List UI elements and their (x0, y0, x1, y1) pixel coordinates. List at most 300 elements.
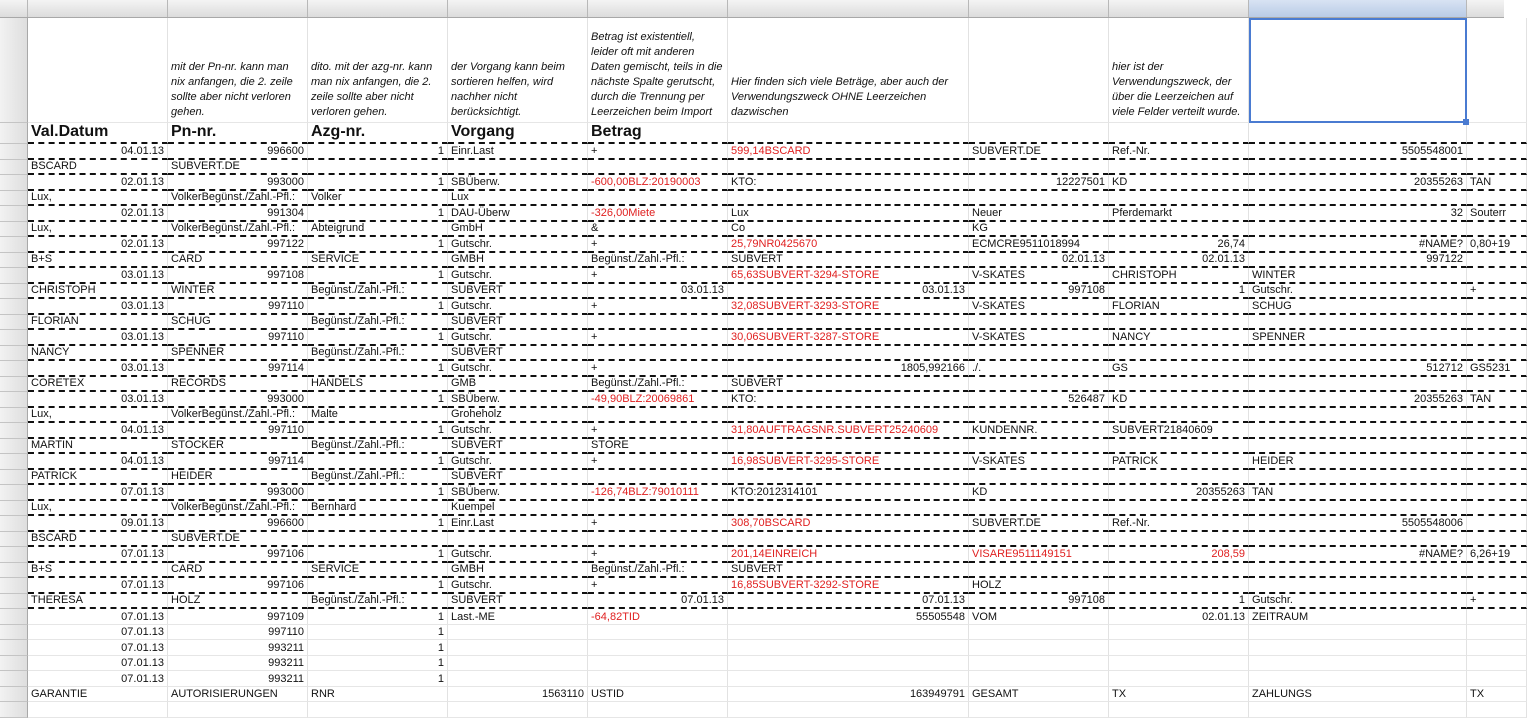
cell-J10[interactable]: 997122 (1249, 253, 1467, 269)
cell-I14[interactable] (1109, 315, 1249, 331)
row-header-31[interactable] (0, 578, 28, 594)
cell-G32[interactable]: 07.01.13 (728, 594, 969, 610)
cell-E33[interactable]: Last.-ME (448, 609, 588, 625)
cell-H31[interactable]: HOLZ (969, 578, 1109, 594)
cell-B23[interactable]: 04.01.13 (28, 454, 168, 470)
cell-E11[interactable]: Gutschr. (448, 268, 588, 284)
row-header-6[interactable] (0, 191, 28, 207)
row-header-14[interactable] (0, 315, 28, 331)
cell-H7[interactable]: Neuer (969, 206, 1109, 222)
cell-J19[interactable]: 20355263 (1249, 392, 1467, 408)
cell-I18[interactable] (1109, 377, 1249, 393)
cell-B13[interactable]: 03.01.13 (28, 299, 168, 315)
cell-H35[interactable] (969, 640, 1109, 656)
column-header-F[interactable] (588, 0, 728, 17)
cell-E38[interactable]: 1563110 (448, 687, 588, 703)
cell-B31[interactable]: 07.01.13 (28, 578, 168, 594)
cell-B18[interactable]: CORETEX (28, 377, 168, 393)
cell-C28[interactable]: SUBVERT.DE (168, 532, 308, 548)
cell-E35[interactable] (448, 640, 588, 656)
cell-J31[interactable] (1249, 578, 1467, 594)
row-header-7[interactable] (0, 206, 28, 222)
cell-K27[interactable] (1467, 516, 1527, 532)
cell-F22[interactable]: STORE (588, 439, 728, 455)
cell-F2[interactable]: Betrag (588, 123, 728, 144)
cell-I33[interactable]: 02.01.13 (1109, 609, 1249, 625)
cell-J36[interactable] (1249, 656, 1467, 672)
cell-K3[interactable] (1467, 144, 1527, 160)
cell-F15[interactable]: + (588, 330, 728, 346)
cell-E26[interactable]: Kuempel (448, 501, 588, 517)
cell-D16[interactable]: Begünst./Zahl.-Pfl.: (308, 346, 448, 362)
cell-C18[interactable]: RECORDS (168, 377, 308, 393)
cell-B1[interactable] (28, 18, 168, 123)
cell-D26[interactable]: Bernhard (308, 501, 448, 517)
cell-F6[interactable] (588, 191, 728, 207)
cell-F3[interactable]: + (588, 144, 728, 160)
cell-H29[interactable]: VISARE9511149151 (969, 547, 1109, 563)
cell-B28[interactable]: BSCARD (28, 532, 168, 548)
cell-B19[interactable]: 03.01.13 (28, 392, 168, 408)
cell-I30[interactable] (1109, 563, 1249, 579)
row-header-28[interactable] (0, 532, 28, 548)
cell-C32[interactable]: HOLZ (168, 594, 308, 610)
cell-I4[interactable] (1109, 160, 1249, 176)
cell-F24[interactable] (588, 470, 728, 486)
cell-G35[interactable] (728, 640, 969, 656)
cell-G19[interactable]: KTO: (728, 392, 969, 408)
cell-F10[interactable]: Begünst./Zahl.-Pfl.: (588, 253, 728, 269)
cell-H32[interactable]: 997108 (969, 594, 1109, 610)
row-header-30[interactable] (0, 563, 28, 579)
cell-H11[interactable]: V-SKATES (969, 268, 1109, 284)
cell-H1[interactable] (969, 18, 1109, 123)
cell-I11[interactable]: CHRISTOPH (1109, 268, 1249, 284)
cell-I17[interactable]: GS (1109, 361, 1249, 377)
column-header-E[interactable] (448, 0, 588, 17)
cell-C7[interactable]: 991304 (168, 206, 308, 222)
cell-D8[interactable]: Abteigrund (308, 222, 448, 238)
cell-H25[interactable]: KD (969, 485, 1109, 501)
cell-G33[interactable]: 55505548 (728, 609, 969, 625)
cell-G14[interactable] (728, 315, 969, 331)
cell-D3[interactable]: 1 (308, 144, 448, 160)
cell-C6[interactable]: VolkerBegünst./Zahl.-Pfl.: (168, 191, 308, 207)
row-header-22[interactable] (0, 439, 28, 455)
column-header-B[interactable] (28, 0, 168, 17)
cell-I12[interactable]: 1 (1109, 284, 1249, 300)
cell-F4[interactable] (588, 160, 728, 176)
column-header-C[interactable] (168, 0, 308, 17)
cell-E16[interactable]: SUBVERT (448, 346, 588, 362)
cell-D19[interactable]: 1 (308, 392, 448, 408)
cell-H13[interactable]: V-SKATES (969, 299, 1109, 315)
cell-I20[interactable] (1109, 408, 1249, 424)
cell-G13[interactable]: 32,08SUBVERT-3293-STORE (728, 299, 969, 315)
row-header-13[interactable] (0, 299, 28, 315)
cell-K37[interactable] (1467, 671, 1527, 687)
row-header-32[interactable] (0, 594, 28, 610)
row-header-23[interactable] (0, 454, 28, 470)
cell-H26[interactable] (969, 501, 1109, 517)
cell-D23[interactable]: 1 (308, 454, 448, 470)
cell-H19[interactable]: 526487 (969, 392, 1109, 408)
cell-C35[interactable]: 993211 (168, 640, 308, 656)
cell-C11[interactable]: 997108 (168, 268, 308, 284)
cell-I13[interactable]: FLORIAN (1109, 299, 1249, 315)
cell-I7[interactable]: Pferdemarkt (1109, 206, 1249, 222)
cell-H23[interactable]: V-SKATES (969, 454, 1109, 470)
cell-H39[interactable] (969, 702, 1109, 718)
cell-D39[interactable] (308, 702, 448, 718)
cell-C17[interactable]: 997114 (168, 361, 308, 377)
cell-E37[interactable] (448, 671, 588, 687)
cell-I27[interactable]: Ref.-Nr. (1109, 516, 1249, 532)
cell-J16[interactable] (1249, 346, 1467, 362)
cell-I34[interactable] (1109, 625, 1249, 641)
cell-D36[interactable]: 1 (308, 656, 448, 672)
row-header-18[interactable] (0, 377, 28, 393)
cell-H2[interactable] (969, 123, 1109, 144)
cell-K31[interactable] (1467, 578, 1527, 594)
cell-C33[interactable]: 997109 (168, 609, 308, 625)
cell-B10[interactable]: B+S (28, 253, 168, 269)
cell-F18[interactable]: Begünst./Zahl.-Pfl.: (588, 377, 728, 393)
cell-E9[interactable]: Gutschr. (448, 237, 588, 253)
cell-F37[interactable] (588, 671, 728, 687)
cell-G38[interactable]: 163949791 (728, 687, 969, 703)
cell-I35[interactable] (1109, 640, 1249, 656)
cell-D20[interactable]: Malte (308, 408, 448, 424)
cell-E39[interactable] (448, 702, 588, 718)
cell-E3[interactable]: Einr.Last (448, 144, 588, 160)
cell-B11[interactable]: 03.01.13 (28, 268, 168, 284)
cell-B14[interactable]: FLORIAN (28, 315, 168, 331)
cell-D35[interactable]: 1 (308, 640, 448, 656)
cell-G39[interactable] (728, 702, 969, 718)
cell-E22[interactable]: SUBVERT (448, 439, 588, 455)
cell-F5[interactable]: -600,00BLZ:20190003 (588, 175, 728, 191)
cell-E5[interactable]: SBÜberw. (448, 175, 588, 191)
row-header-21[interactable] (0, 423, 28, 439)
cell-I29[interactable]: 208,59 (1109, 547, 1249, 563)
cell-G25[interactable]: KTO:2012314101 (728, 485, 969, 501)
cell-F1[interactable]: Betrag ist existentiell, leider oft mit anderen Daten gemischt, teils in die nächste Spalte gerutscht, durch die Trennung per Leerzeichen beim Import (588, 18, 728, 123)
cell-C37[interactable]: 993211 (168, 671, 308, 687)
cell-D13[interactable]: 1 (308, 299, 448, 315)
cell-G28[interactable] (728, 532, 969, 548)
cell-H24[interactable] (969, 470, 1109, 486)
cell-B9[interactable]: 02.01.13 (28, 237, 168, 253)
cell-B21[interactable]: 04.01.13 (28, 423, 168, 439)
cell-D11[interactable]: 1 (308, 268, 448, 284)
cell-J4[interactable] (1249, 160, 1467, 176)
cell-K35[interactable] (1467, 640, 1527, 656)
cell-D25[interactable]: 1 (308, 485, 448, 501)
cell-I31[interactable] (1109, 578, 1249, 594)
cell-D37[interactable]: 1 (308, 671, 448, 687)
cell-J20[interactable] (1249, 408, 1467, 424)
cell-K8[interactable] (1467, 222, 1527, 238)
row-header-34[interactable] (0, 625, 28, 641)
cell-G36[interactable] (728, 656, 969, 672)
cell-H30[interactable] (969, 563, 1109, 579)
cell-H12[interactable]: 997108 (969, 284, 1109, 300)
cell-J28[interactable] (1249, 532, 1467, 548)
cell-I36[interactable] (1109, 656, 1249, 672)
cell-E17[interactable]: Gutschr. (448, 361, 588, 377)
cell-D29[interactable]: 1 (308, 547, 448, 563)
cell-J32[interactable]: Gutschr. (1249, 594, 1467, 610)
cell-F31[interactable]: + (588, 578, 728, 594)
cell-I16[interactable] (1109, 346, 1249, 362)
cell-B25[interactable]: 07.01.13 (28, 485, 168, 501)
cell-E25[interactable]: SBÜberw. (448, 485, 588, 501)
cell-C14[interactable]: SCHUG (168, 315, 308, 331)
cell-E30[interactable]: GMBH (448, 563, 588, 579)
cell-C9[interactable]: 997122 (168, 237, 308, 253)
cell-D10[interactable]: SERVICE (308, 253, 448, 269)
cell-J11[interactable]: WINTER (1249, 268, 1467, 284)
cell-B32[interactable]: THERESA (28, 594, 168, 610)
cell-C5[interactable]: 993000 (168, 175, 308, 191)
cell-E21[interactable]: Gutschr. (448, 423, 588, 439)
cell-F12[interactable]: 03.01.13 (588, 284, 728, 300)
cell-C16[interactable]: SPENNER (168, 346, 308, 362)
cell-J9[interactable]: #NAME? (1249, 237, 1467, 253)
cell-G30[interactable]: SUBVERT (728, 563, 969, 579)
cell-F39[interactable] (588, 702, 728, 718)
row-header-17[interactable] (0, 361, 28, 377)
cell-B30[interactable]: B+S (28, 563, 168, 579)
cell-G29[interactable]: 201,14EINREICH (728, 547, 969, 563)
cell-J26[interactable] (1249, 501, 1467, 517)
cell-G1[interactable]: Hier finden sich viele Beträge, aber auch der Verwendungszweck OHNE Leerzeichen dazwischen (728, 18, 969, 123)
fill-handle[interactable] (1463, 119, 1469, 125)
cell-C22[interactable]: STOCKER (168, 439, 308, 455)
cell-I28[interactable] (1109, 532, 1249, 548)
cell-K38[interactable]: TX (1467, 687, 1527, 703)
cell-K2[interactable] (1467, 123, 1527, 144)
cell-B39[interactable] (28, 702, 168, 718)
cell-K25[interactable] (1467, 485, 1527, 501)
row-header-2[interactable] (0, 123, 28, 144)
cell-C12[interactable]: WINTER (168, 284, 308, 300)
cell-C23[interactable]: 997114 (168, 454, 308, 470)
cell-B33[interactable]: 07.01.13 (28, 609, 168, 625)
cell-J24[interactable] (1249, 470, 1467, 486)
cell-E27[interactable]: Einr.Last (448, 516, 588, 532)
cell-D34[interactable]: 1 (308, 625, 448, 641)
row-header-1[interactable] (0, 18, 28, 123)
cell-B16[interactable]: NANCY (28, 346, 168, 362)
cell-K14[interactable] (1467, 315, 1527, 331)
cell-D2[interactable]: Azg-nr. (308, 123, 448, 144)
cell-B20[interactable]: Lux, (28, 408, 168, 424)
cell-J3[interactable]: 5505548001 (1249, 144, 1467, 160)
cell-K26[interactable] (1467, 501, 1527, 517)
cell-J17[interactable]: 512712 (1249, 361, 1467, 377)
cell-F19[interactable]: -49,90BLZ:20069861 (588, 392, 728, 408)
cell-E12[interactable]: SUBVERT (448, 284, 588, 300)
cell-J35[interactable] (1249, 640, 1467, 656)
cell-K1[interactable] (1467, 18, 1527, 123)
cell-H9[interactable]: ECMCRE9511018994 (969, 237, 1109, 253)
cell-D24[interactable]: Begünst./Zahl.-Pfl.: (308, 470, 448, 486)
cell-F33[interactable]: -64,82TID (588, 609, 728, 625)
cell-G5[interactable]: KTO: (728, 175, 969, 191)
cell-F13[interactable]: + (588, 299, 728, 315)
cell-K5[interactable]: TAN (1467, 175, 1527, 191)
cell-C27[interactable]: 996600 (168, 516, 308, 532)
cell-I19[interactable]: KD (1109, 392, 1249, 408)
cell-B24[interactable]: PATRICK (28, 470, 168, 486)
cell-K9[interactable]: 0,80+19 (1467, 237, 1527, 253)
row-header-25[interactable] (0, 485, 28, 501)
cell-K11[interactable] (1467, 268, 1527, 284)
row-header-11[interactable] (0, 268, 28, 284)
cell-J6[interactable] (1249, 191, 1467, 207)
cell-J15[interactable]: SPENNER (1249, 330, 1467, 346)
row-header-4[interactable] (0, 160, 28, 176)
cell-H37[interactable] (969, 671, 1109, 687)
cell-J5[interactable]: 20355263 (1249, 175, 1467, 191)
cell-B26[interactable]: Lux, (28, 501, 168, 517)
cell-C21[interactable]: 997110 (168, 423, 308, 439)
cell-F14[interactable] (588, 315, 728, 331)
cell-E15[interactable]: Gutschr. (448, 330, 588, 346)
cell-E7[interactable]: DAU-Überw (448, 206, 588, 222)
cell-D21[interactable]: 1 (308, 423, 448, 439)
cell-H8[interactable]: KG (969, 222, 1109, 238)
cell-F35[interactable] (588, 640, 728, 656)
cell-K15[interactable] (1467, 330, 1527, 346)
cell-H20[interactable] (969, 408, 1109, 424)
cell-G8[interactable]: Co (728, 222, 969, 238)
cell-I32[interactable]: 1 (1109, 594, 1249, 610)
cell-C31[interactable]: 997106 (168, 578, 308, 594)
cell-H3[interactable]: SUBVERT.DE (969, 144, 1109, 160)
cell-J7[interactable]: 32 (1249, 206, 1467, 222)
cell-B36[interactable]: 07.01.13 (28, 656, 168, 672)
cell-F38[interactable]: USTID (588, 687, 728, 703)
cell-D22[interactable]: Begünst./Zahl.-Pfl.: (308, 439, 448, 455)
cell-F16[interactable] (588, 346, 728, 362)
cell-B6[interactable]: Lux, (28, 191, 168, 207)
column-header-G[interactable] (728, 0, 969, 17)
cell-H22[interactable] (969, 439, 1109, 455)
cell-J18[interactable] (1249, 377, 1467, 393)
cell-G24[interactable] (728, 470, 969, 486)
cell-G22[interactable] (728, 439, 969, 455)
cell-D12[interactable]: Begünst./Zahl.-Pfl.: (308, 284, 448, 300)
cell-G15[interactable]: 30,06SUBVERT-3287-STORE (728, 330, 969, 346)
cell-J33[interactable]: ZEITRAUM (1249, 609, 1467, 625)
cell-E28[interactable] (448, 532, 588, 548)
row-header-37[interactable] (0, 671, 28, 687)
cell-E32[interactable]: SUBVERT (448, 594, 588, 610)
cell-E13[interactable]: Gutschr. (448, 299, 588, 315)
cell-I38[interactable]: TX (1109, 687, 1249, 703)
cell-I3[interactable]: Ref.-Nr. (1109, 144, 1249, 160)
cell-G34[interactable] (728, 625, 969, 641)
cell-F7[interactable]: -326,00Miete (588, 206, 728, 222)
cell-E29[interactable]: Gutschr. (448, 547, 588, 563)
cell-E6[interactable]: Lux (448, 191, 588, 207)
cell-H16[interactable] (969, 346, 1109, 362)
cell-E10[interactable]: GMBH (448, 253, 588, 269)
cell-F21[interactable]: + (588, 423, 728, 439)
row-header-5[interactable] (0, 175, 28, 191)
cell-H38[interactable]: GESAMT (969, 687, 1109, 703)
cell-J14[interactable] (1249, 315, 1467, 331)
cell-H17[interactable]: ./. (969, 361, 1109, 377)
cell-K23[interactable] (1467, 454, 1527, 470)
cell-J29[interactable]: #NAME? (1249, 547, 1467, 563)
cell-F28[interactable] (588, 532, 728, 548)
cell-K29[interactable]: 6,26+19 (1467, 547, 1527, 563)
cell-D31[interactable]: 1 (308, 578, 448, 594)
cell-K20[interactable] (1467, 408, 1527, 424)
cell-H4[interactable] (969, 160, 1109, 176)
cell-F30[interactable]: Begünst./Zahl.-Pfl.: (588, 563, 728, 579)
select-all-corner[interactable] (0, 0, 28, 17)
cell-E4[interactable] (448, 160, 588, 176)
cell-K7[interactable]: Souterr (1467, 206, 1527, 222)
cell-F23[interactable]: + (588, 454, 728, 470)
cell-H28[interactable] (969, 532, 1109, 548)
cell-F20[interactable] (588, 408, 728, 424)
cell-D38[interactable]: RNR (308, 687, 448, 703)
cell-E20[interactable]: Groheholz (448, 408, 588, 424)
cell-C34[interactable]: 997110 (168, 625, 308, 641)
cell-E18[interactable]: GMB (448, 377, 588, 393)
cell-K18[interactable] (1467, 377, 1527, 393)
cell-I25[interactable]: 20355263 (1109, 485, 1249, 501)
column-header-J[interactable] (1249, 0, 1467, 17)
cell-B22[interactable]: MARTIN (28, 439, 168, 455)
cell-G7[interactable]: Lux (728, 206, 969, 222)
cell-C19[interactable]: 993000 (168, 392, 308, 408)
cell-D32[interactable]: Begünst./Zahl.-Pfl.: (308, 594, 448, 610)
cell-D14[interactable]: Begünst./Zahl.-Pfl.: (308, 315, 448, 331)
cell-H33[interactable]: VOM (969, 609, 1109, 625)
cell-C20[interactable]: VolkerBegünst./Zahl.-Pfl.: (168, 408, 308, 424)
cell-B8[interactable]: Lux, (28, 222, 168, 238)
cell-G37[interactable] (728, 671, 969, 687)
cell-G26[interactable] (728, 501, 969, 517)
cell-G11[interactable]: 65,63SUBVERT-3294-STORE (728, 268, 969, 284)
cell-K30[interactable] (1467, 563, 1527, 579)
cell-E31[interactable]: Gutschr. (448, 578, 588, 594)
cell-E23[interactable]: Gutschr. (448, 454, 588, 470)
cell-I15[interactable]: NANCY (1109, 330, 1249, 346)
row-header-16[interactable] (0, 346, 28, 362)
cell-C1[interactable]: mit der Pn-nr. kann man nix anfangen, die 2. zeile sollte aber nicht verloren gehen. (168, 18, 308, 123)
column-header-H[interactable] (969, 0, 1109, 17)
cell-I23[interactable]: PATRICK (1109, 454, 1249, 470)
cell-D1[interactable]: dito. mit der azg-nr. kann man nix anfangen, die 2. zeile sollte aber nicht verloren gehen. (308, 18, 448, 123)
cell-C38[interactable]: AUTORISIERUNGEN (168, 687, 308, 703)
cell-I8[interactable] (1109, 222, 1249, 238)
cell-E24[interactable]: SUBVERT (448, 470, 588, 486)
cell-J21[interactable] (1249, 423, 1467, 439)
cell-I26[interactable] (1109, 501, 1249, 517)
cell-H5[interactable]: 12227501 (969, 175, 1109, 191)
cell-C13[interactable]: 997110 (168, 299, 308, 315)
cell-G17[interactable]: 1805,992166 (728, 361, 969, 377)
cell-D30[interactable]: SERVICE (308, 563, 448, 579)
